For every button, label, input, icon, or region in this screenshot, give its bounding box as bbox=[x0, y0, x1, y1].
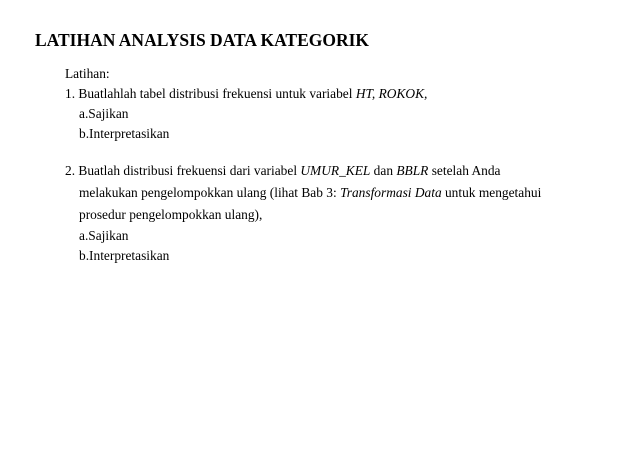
question-1-text: 1. Buatlahlah tabel distribusi frekuensi untuk variabel bbox=[65, 86, 356, 101]
question-2-line-2-suffix: untuk mengetahui bbox=[441, 185, 542, 200]
spacer bbox=[65, 144, 625, 160]
question-1-vars: HT, ROKOK, bbox=[355, 86, 428, 101]
question-2-var-umur: UMUR_KEL bbox=[300, 163, 371, 178]
intro-label: Latihan: bbox=[65, 66, 110, 81]
question-2-text: 2. Buatlah distribusi frekuensi dari variabel bbox=[65, 163, 301, 178]
question-1 bbox=[65, 84, 625, 104]
slide-body bbox=[65, 64, 625, 266]
question-2 bbox=[65, 160, 625, 182]
question-2-line-3: prosedur pengelompokkan ulang), bbox=[79, 207, 263, 222]
question-2-var-bblr: BBLR bbox=[396, 163, 429, 178]
question-2-suffix: setelah Anda bbox=[428, 163, 501, 178]
question-1-sub-b: b.Interpretasikan bbox=[79, 126, 170, 141]
question-2-line-2 bbox=[65, 182, 625, 204]
question-2-reference: Transformasi Data bbox=[340, 185, 442, 200]
question-2-and: dan bbox=[370, 163, 397, 178]
question-1-sub-a: a.Sajikan bbox=[79, 106, 129, 121]
slide-title: LATIHAN ANALYSIS DATA KATEGORIK bbox=[35, 30, 370, 50]
question-2-line-2-prefix: melakukan pengelompokkan ulang (lihat Bab 3: bbox=[79, 185, 341, 200]
question-2-sub-a: a.Sajikan bbox=[79, 228, 129, 243]
question-2-sub-b: b.Interpretasikan bbox=[79, 248, 170, 263]
